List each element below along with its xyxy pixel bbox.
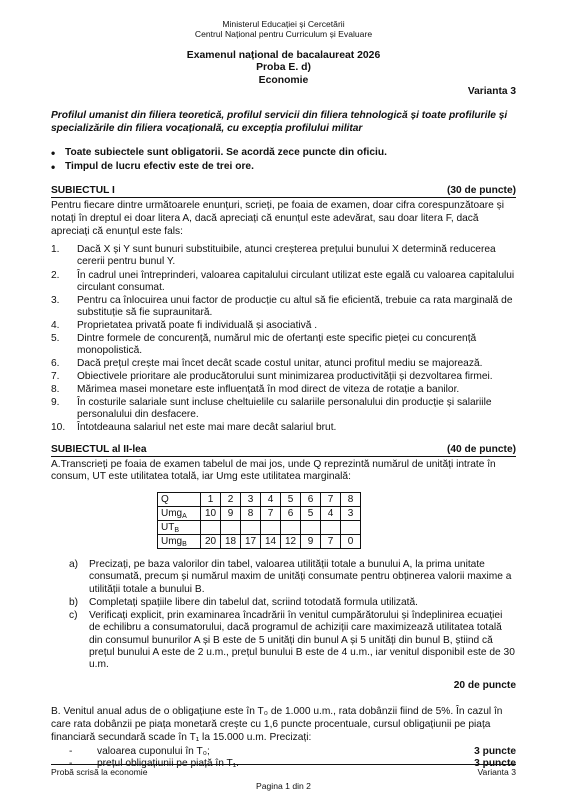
task-text: Precizați, pe baza valorilor din tabel, valoarea utilității totale a bunului A, la prima unitate consumată, precum și numărul maxim de unități consumate pentru obținerea valorii maxime a utilității totale a bunului B. (89, 559, 512, 595)
subject2-heading (51, 444, 516, 457)
part-b-item (51, 746, 516, 759)
rules-list (51, 146, 516, 174)
ministry-name: Ministerul Educației și Cercetării (222, 19, 345, 29)
table-cell (241, 521, 261, 535)
table-cell: 3 (341, 507, 361, 521)
rule-item: • Timpul de lucru efectiv este de trei ore. (51, 160, 516, 174)
table-row (158, 507, 361, 521)
statement-item (51, 295, 516, 319)
statement-number: 9. (51, 396, 60, 408)
subject1-points: (30 de puncte) (446, 185, 516, 197)
task-item (51, 610, 516, 671)
statement-item (51, 397, 516, 421)
variant-label: Varianta 3 (467, 86, 516, 98)
task-letter: b) (69, 596, 79, 608)
table-cell (221, 521, 241, 535)
statement-item (51, 422, 516, 434)
rule-item: • Toate subiectele sunt obligatorii. Se acordă zece puncte din oficiu. (51, 146, 516, 160)
table-cell (261, 521, 281, 535)
task-text: Completați spațiile libere din tabelul dat, scriind totodată formula utilizată. (89, 596, 419, 608)
table-cell: 20 (201, 535, 221, 549)
statement-item (51, 384, 516, 396)
statement-number: 1. (51, 244, 60, 256)
dash-bullet: - (69, 758, 73, 770)
part-b-item-text: prețul obligațiunii pe piață în T₁. (97, 758, 240, 770)
statement-item (51, 333, 516, 357)
statement-number: 2. (51, 269, 60, 281)
exam-page (51, 20, 516, 771)
table-cell: 8 (241, 507, 261, 521)
subject-name: Economie (258, 74, 309, 86)
statement-text: Pentru ca înlocuirea unui factor de producție cu altul să fie eficientă, trebuie ca rata marginală de substituție să fie supraunitară. (77, 294, 513, 318)
table-cell: 10 (201, 507, 221, 521)
utility-table (157, 492, 361, 549)
statement-number: 7. (51, 370, 60, 382)
page-number: Pagina 1 din 2 (256, 781, 311, 792)
subject2-intro: A.Transcrieți pe foaia de examen tabelul de mai jos, unde Q reprezintă numărul de unități intrate în consum, UT este utilitatea totală, iar Umg este utilitatea marginală: (51, 458, 496, 483)
table-cell: 0 (341, 535, 361, 549)
task-text: Verificați explicit, prin examinarea încadrării în venitul cumpărătorului și îndeplinirea ecuației de echilibru a consumatorului, dacă programul de achiziții care maximizează utilitatea totală din consumul bunurilor A și B este de 5 unități din bunul A și 5 unități din bunul B, știind că prețul bunului A este de 2 u.m., prețul bunului B este de 4 u.m., iar venitul disponibil este de 30 u.m. (89, 610, 515, 670)
table-cell (341, 521, 361, 535)
statement-item (51, 358, 516, 370)
part-b-item-points: 3 puncte (474, 758, 516, 770)
statement-text: În costurile salariale sunt incluse cheltuielile cu salariile personalului din producție și salariile personalului din desfacere. (77, 396, 492, 420)
table-cell: 4 (321, 507, 341, 521)
subject1-intro: Pentru fiecare dintre următoarele enunțuri, scrieți, pe foaia de examen, doar cifra corespunzătoare și notați în dreptul ei doar litera A, dacă apreciați că enunțul este adevărat, sau doar litera F, dacă apreciați că enunțul este fals: (51, 200, 505, 237)
exam-title-block (51, 50, 516, 87)
table-cell: 17 (241, 535, 261, 549)
statement-number: 5. (51, 332, 60, 344)
table-cell: 7 (321, 535, 341, 549)
footer-left: Probă scrisă la economie (51, 767, 148, 777)
part-b-item-text: valoarea cuponului în T₀; (97, 745, 210, 757)
part-b-text: B. Venitul anual adus de o obligațiune este în T₀ de 1.000 u.m., rata dobânzii fiind de 5%. În cazul în care rata dobânzii pe piața monetară crește cu 1,6 puncte procentuale, cursul obligațiunii pe piața financiară secundară scade în T₁ la 15.000 u.m. Precizați: (51, 706, 503, 743)
statement-text: În cadrul unei întreprinderi, valoarea capitalului circulant utilizat este egală cu valoarea capitalului circulant consumat. (77, 269, 515, 293)
table-cell: 7 (261, 507, 281, 521)
statement-number: 8. (51, 383, 60, 395)
table-cell (281, 521, 301, 535)
table-cell: 5 (281, 493, 301, 507)
statement-text: Dacă X și Y sunt bunuri substituibile, atunci creșterea prețului bunului X determină reducerea cererii pentru bunul Y. (77, 244, 496, 268)
table-cell: 12 (281, 535, 301, 549)
subject1-heading (51, 185, 516, 198)
profile-statement: Profilul umanist din filiera teoretică, profilul servicii din filiera tehnologică și toate profilurile și specializările din filiera vocațională, cu excepția profilului militar (51, 110, 508, 135)
subject1-title: SUBIECTUL I (51, 185, 115, 197)
statement-number: 4. (51, 319, 60, 331)
statement-item (51, 320, 516, 332)
table-cell: 7 (321, 493, 341, 507)
table-cell: 18 (221, 535, 241, 549)
row-label: Umg$_A$ (158, 507, 201, 521)
task-item (51, 559, 516, 596)
table-cell: 4 (261, 493, 281, 507)
part-b-item-points: 3 puncte (474, 745, 516, 757)
table-cell: 5 (301, 507, 321, 521)
table-cell (321, 521, 341, 535)
center-name: Centrul Național pentru Curriculum și Evaluare (194, 28, 373, 39)
row-label: Umg$_B$ (158, 535, 201, 549)
task-letter: a) (69, 559, 79, 571)
row-label: Q (158, 493, 201, 507)
statement-text: Proprietatea privată poate fi individuală și asociativă . (77, 319, 318, 331)
table-cell: 6 (301, 493, 321, 507)
table-cell (301, 521, 321, 535)
table-cell: 6 (281, 507, 301, 521)
table-cell: 9 (221, 507, 241, 521)
statement-item (51, 270, 516, 294)
statement-number: 10. (51, 421, 66, 433)
table-cell: 3 (241, 493, 261, 507)
statement-text: Obiectivele prioritare ale producătorului sunt minimizarea productivității și dezvoltarea firmei. (77, 370, 493, 382)
table-row (158, 493, 361, 507)
subject2-title: SUBIECTUL al II-lea (51, 443, 147, 455)
statement-text: Mărimea masei monetare este influențată în mod direct de viteza de rotație a banilor. (77, 383, 460, 395)
statement-number: 3. (51, 294, 60, 306)
task-letter: c) (69, 610, 78, 622)
part-a-points: 20 de puncte (453, 680, 516, 692)
table-cell: 8 (341, 493, 361, 507)
table-cell (201, 521, 221, 535)
task-item (51, 597, 516, 609)
statement-number: 6. (51, 357, 60, 369)
footer-right: Varianta 3 (477, 767, 516, 777)
page-footer (51, 764, 516, 792)
statement-item (51, 371, 516, 383)
table-cell: 14 (261, 535, 281, 549)
table-row (158, 535, 361, 549)
table-cell: 9 (301, 535, 321, 549)
subject2-tasks (51, 559, 516, 671)
proba-label: Proba E. d) (256, 62, 311, 74)
statement-item (51, 244, 516, 268)
exam-title: Examenul național de bacalaureat 2026 (186, 49, 381, 61)
table-cell: 2 (221, 493, 241, 507)
statement-text: Întotdeauna salariul net este mai mare decât salariul brut. (77, 421, 337, 433)
statement-text: Dintre formele de concurență, numărul mic de ofertanți este specific pieței cu concurență monopolistică. (77, 332, 477, 356)
table-row (158, 521, 361, 535)
subject2-points: (40 de puncte) (446, 443, 516, 455)
table-cell: 1 (201, 493, 221, 507)
row-label: $UT_B$ (158, 521, 201, 535)
ministry-header (51, 20, 516, 40)
dash-bullet: - (69, 745, 73, 757)
subject1-items (51, 244, 516, 433)
statement-text: Dacă prețul crește mai încet decât scade costul unitar, atunci profitul mediu se majorează. (77, 357, 483, 369)
